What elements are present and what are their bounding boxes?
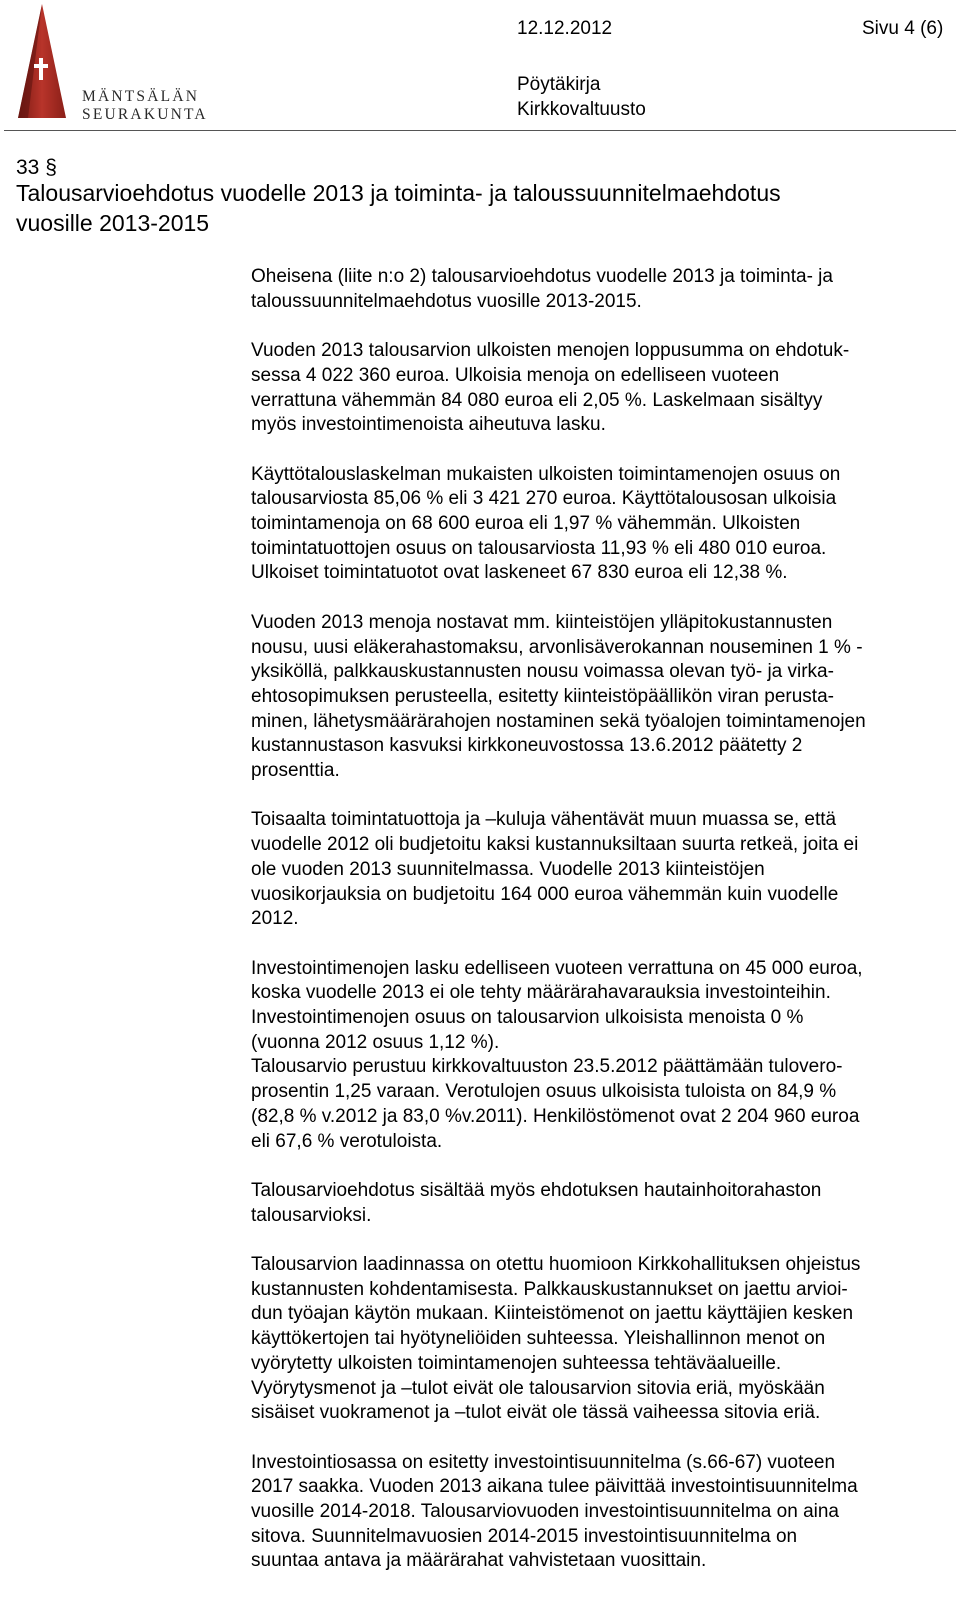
paragraph-investments: Investointimenojen lasku edelliseen vuoteen verrattuna on 45 000 euroa, koska vuodelle 2013 ei ole tehty määrärahavarauksia investointeihin. Investointimenojen osuus on talousarvion ulkoisista menoista 0 % (vuonna 2012 osuus 1,12 %). xyxy=(251,957,863,1053)
paragraph-total-expenses: Vuoden 2013 talousarvion ulkoisten menojen loppusumma on ehdotuk- sessa 4 022 360 euroa. Ulkoisia menoja on edelliseen vuoteen verrattuna vähemmän 84 080 euroa eli 2,05 %. Laskelmaan sisältyy myös investointimenoista aiheutuva lasku. xyxy=(251,340,850,436)
paragraph-cost-reductions: Toisaalta toimintatuottoja ja –kuluja vähentävät muun muassa se, että vuodelle 2012 oli budjetoitu kaksi kustannuksiltaan suurta retkeä, joita ei ole vuoden 2013 suunnitelmassa. Vuodelle 2013 kiinteistöjen vuosikorjauksia on budjetoitu 164 000 euroa vähemmän kuin vuodelle 2012. xyxy=(251,809,859,930)
logo-text-line1: MÄNTSÄLÄN xyxy=(82,88,200,105)
paragraph-attachment: Oheisena (liite n:o 2) talousarvioehdotus vuodelle 2013 ja toiminta- ja taloussuunnitelmaehdotus vuosille 2013-2015. xyxy=(251,266,833,312)
document-body xyxy=(251,265,959,1599)
section-title: Talousarvioehdotus vuodelle 2013 ja toiminta- ja taloussuunnitelmaehdotus vuosille 2013-2015 xyxy=(16,180,781,236)
church-spire-icon xyxy=(14,2,76,122)
governing-body: Kirkkovaltuusto xyxy=(517,99,646,120)
header-divider xyxy=(4,130,956,131)
paragraph-cost-increases: Vuoden 2013 menoja nostavat mm. kiinteistöjen ylläpitokustannusten nousu, uusi eläkerahastomaksu, arvonlisäverokannan nouseminen 1 % - yksiköllä, palkkauskustannusten nousu voimassa olevan työ- ja virka- ehtosopimuksen perusteella, esitetty kiinteistöpäällikön viran perusta- minen, lähetysmäärärahojen nostaminen sekä työalojen toimintamenojen kustannustason kasvuksi kirkkoneuvostossa 13.6.2012 päätetty 2 prosenttia. xyxy=(251,611,866,782)
parish-logo xyxy=(14,2,208,123)
document-date: 12.12.2012 xyxy=(517,18,613,39)
paragraph-tax-rate: Talousarvio perustuu kirkkovaltuuston 23.5.2012 päättämään tulovero- prosentin 1,25 varaan. Verotulojen osuus ulkoisista tuloista on 84,9 % (82,8 % v.2012 ja 83,0 %v.2011). Henkilöstömenot ovat 2 204 960 euroa eli 67,6 % verotuloista. xyxy=(251,1056,860,1152)
document-type: Pöytäkirja xyxy=(517,74,601,95)
logo-text-line2: SEURAKUNTA xyxy=(82,106,208,123)
paragraph-cemetery-fund: Talousarvioehdotus sisältää myös ehdotuksen hautainhoitorahaston talousarvioksi. xyxy=(251,1179,822,1226)
paragraph-investment-plan: Investointiosassa on esitetty investointisuunnitelma (s.66-67) vuoteen 2017 saakka. Vuoden 2013 aikana tulee päivittää investointisuunnitelma vuosille 2014-2018. Talousarviovuoden investointisuunnitelma on aina sitova. Suunnitelmavuosien 2014-2015 investointisuunnitelma on suuntaa antava ja määrärahat vahvistetaan vuosittain. xyxy=(251,1451,858,1572)
document-type-block xyxy=(517,72,646,122)
paragraph-cost-allocation: Talousarvion laadinnassa on otettu huomioon Kirkkohallituksen ohjeistus kustannusten kohdentamisesta. Palkkauskustannukset on jaettu arvioi- dun työajan käytön mukaan. Kiinteistömenot on jaettu käyttäjien kesken käyttökertojen tai hyötyneliöiden suhteessa. Yleishallinnon menot on vyörytetty ulkoisten toimintamenojen suhteessa tehtäväalueille. Vyörytysmenot ja –tulot eivät ole talousarvion sitovia eriä, myöskään sisäiset vuokramenot ja –tulot eivät ole tässä vaiheessa sitovia eriä. xyxy=(251,1254,861,1424)
page-header xyxy=(0,0,960,132)
page-number: Sivu 4 (6) xyxy=(862,18,944,39)
paragraph-operating-expenses: Käyttötalouslaskelman mukaisten ulkoisten toimintamenojen osuus on talousarviosta 85,06 % eli 3 421 270 euroa. Käyttötalousosan ulkoisia toimintamenoja on 68 600 euroa eli 1,97 % vähemmän. Ulkoisten toimintatuottojen osuus on talousarviosta 11,93 % eli 480 010 euroa. Ulkoiset toimintatuotot ovat laskeneet 67 830 euroa eli 12,38 %. xyxy=(251,463,841,584)
section-number: 33 § xyxy=(16,156,57,179)
